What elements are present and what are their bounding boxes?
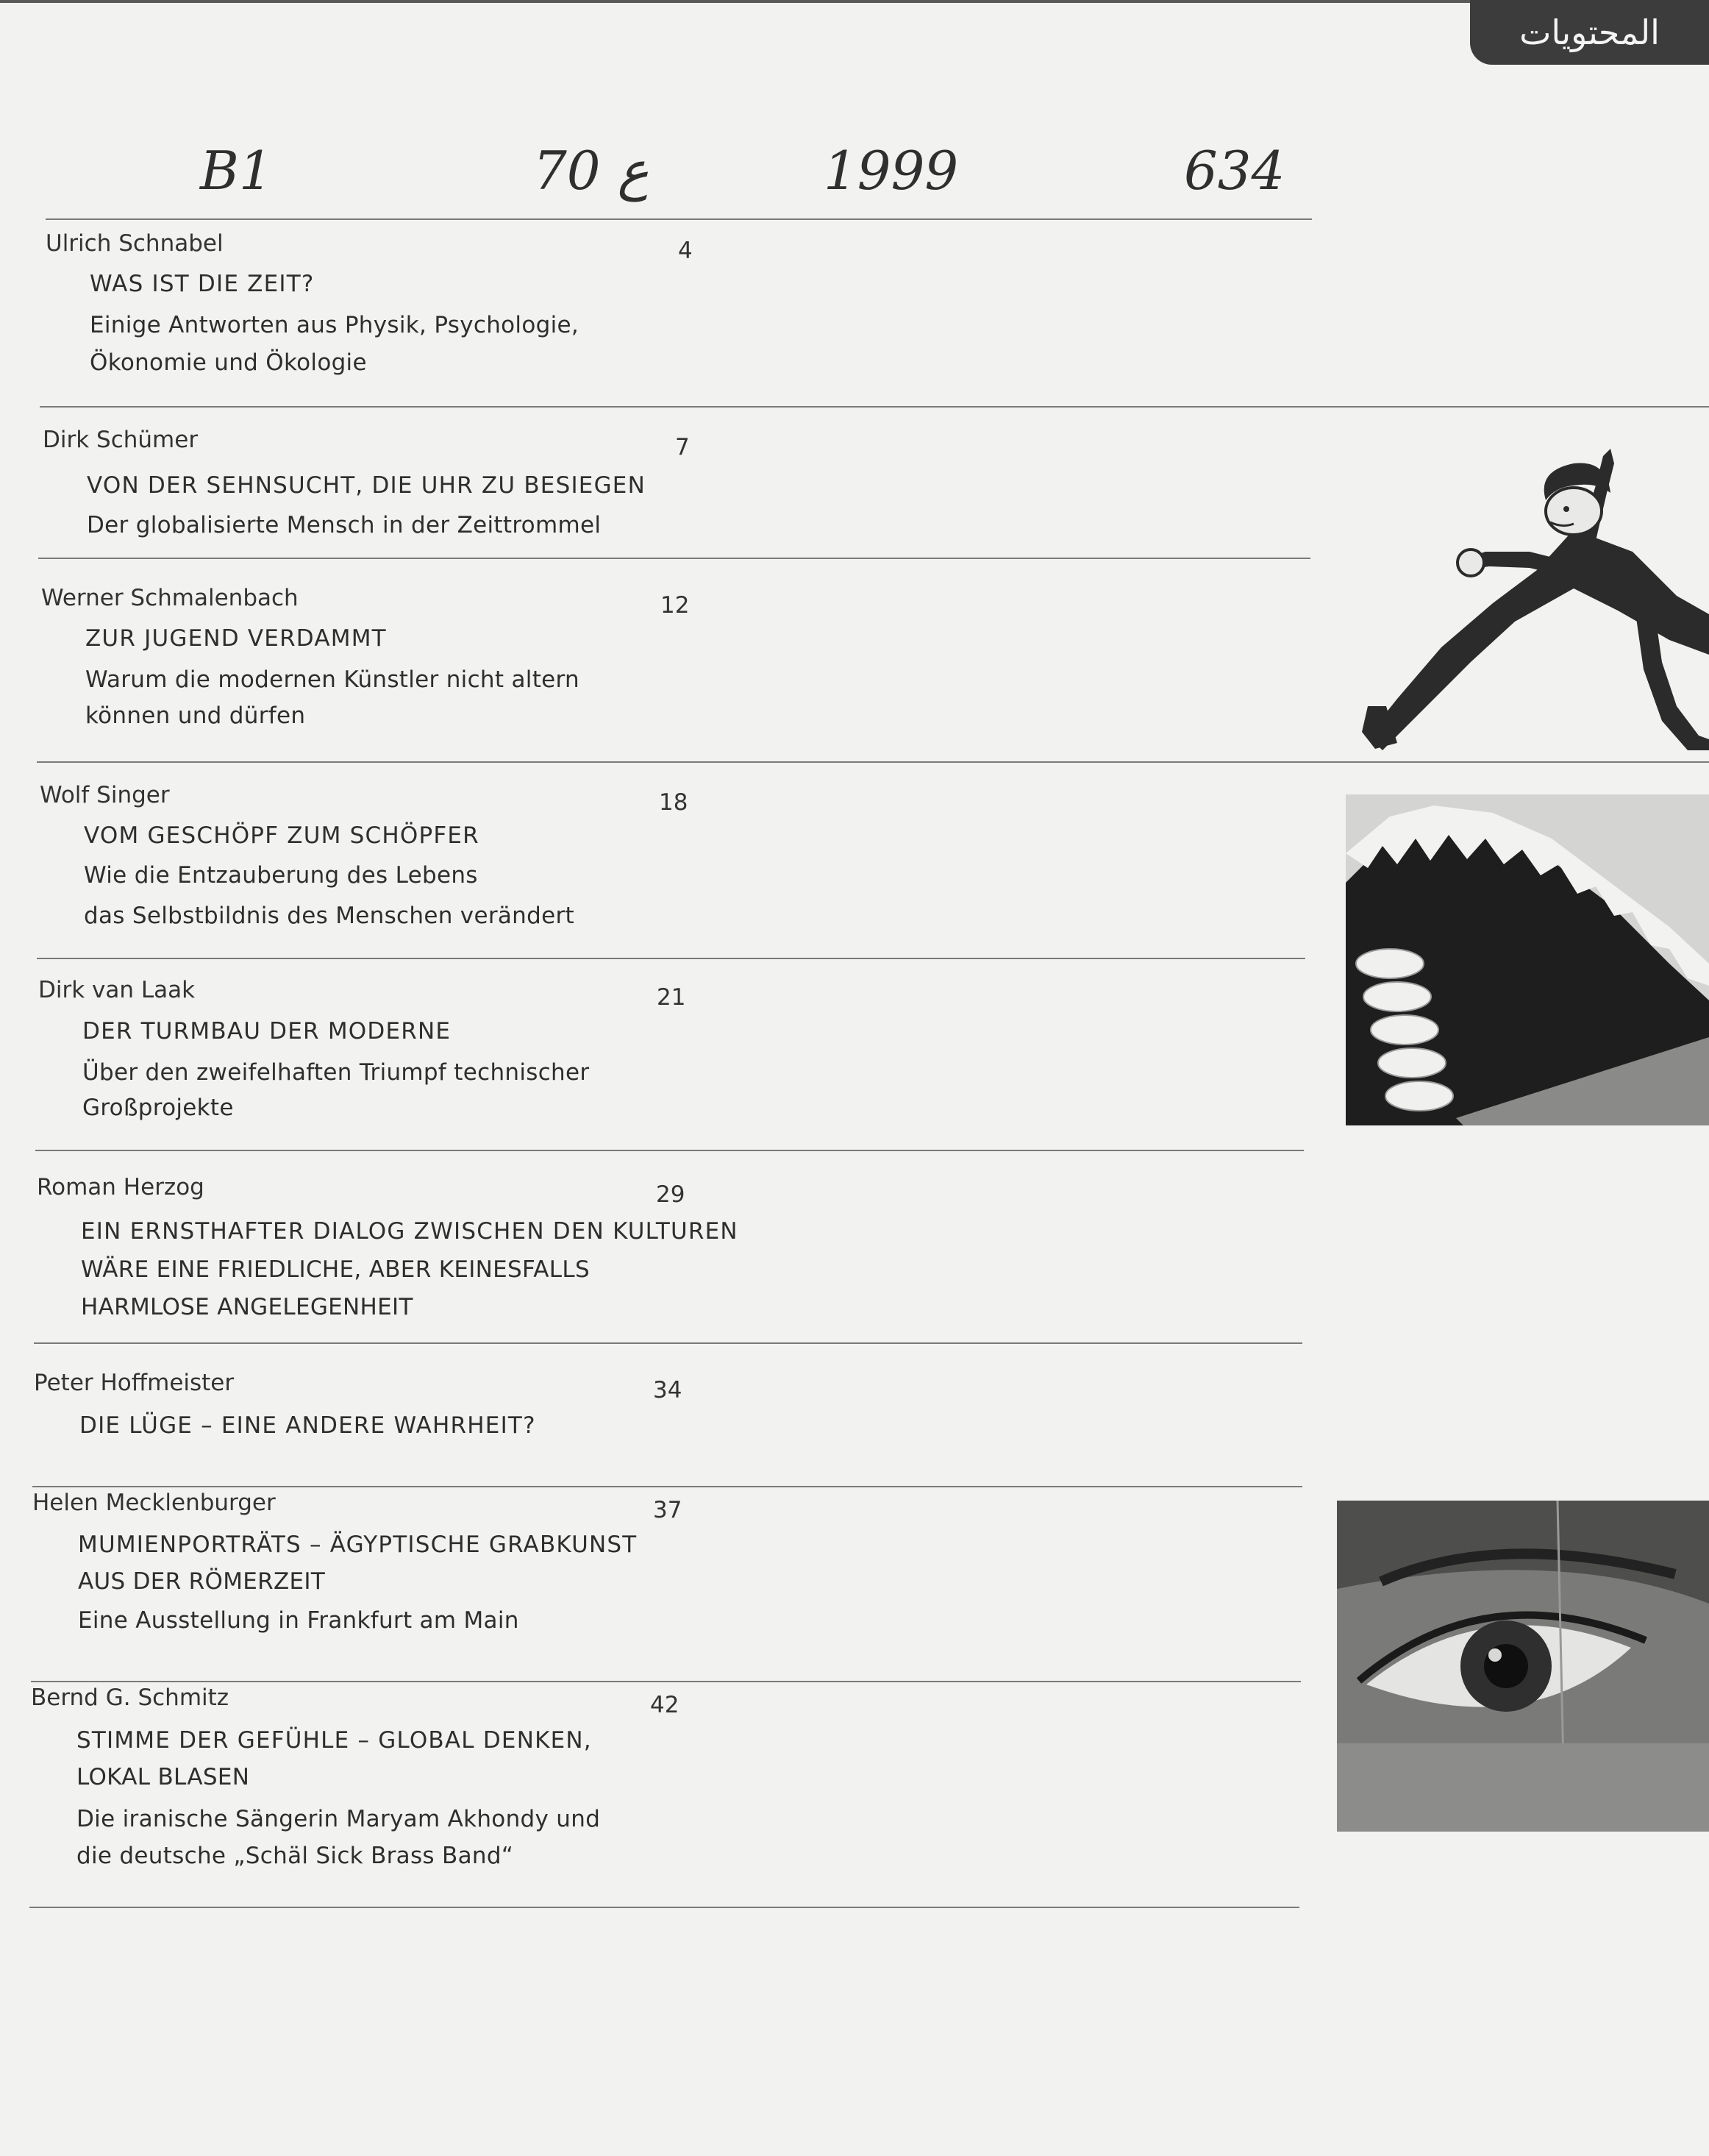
divider-rule — [35, 1150, 1304, 1151]
entry-page-number: 29 — [656, 1181, 685, 1208]
entry-subtitle-de: Warum die modernen Künstler nicht altern — [85, 666, 579, 693]
entry-page-number: 34 — [653, 1377, 682, 1403]
handwritten-note-1: B1 — [200, 140, 273, 202]
entry-subtitle-de: AUS DER RÖMERZEIT — [78, 1568, 326, 1595]
divider-rule — [29, 1907, 1299, 1908]
entry-subtitle-de: das Selbstbildnis des Menschen verändert — [84, 903, 574, 929]
entry-subtitle-de: Eine Ausstellung in Frankfurt am Main — [78, 1607, 519, 1634]
divider-rule — [32, 1486, 1302, 1487]
top-rule — [0, 0, 1709, 3]
handwritten-note-4: 634 — [1184, 140, 1285, 202]
entry-title-de: VOM GESCHÖPF ZUM SCHÖPFER — [84, 822, 479, 849]
entry-subtitle-de: können und dürfen — [85, 702, 306, 729]
entry-page-number: 37 — [653, 1497, 682, 1523]
entry-page-number: 4 — [678, 238, 693, 264]
entry-title-de: DER TURMBAU DER MODERNE — [82, 1018, 452, 1045]
entry-page-number: 12 — [660, 592, 690, 619]
entry-author-de: Wolf Singer — [40, 782, 170, 808]
divider-rule — [40, 406, 1709, 408]
entry-author-de: Werner Schmalenbach — [41, 585, 299, 611]
entry-subtitle-de: die deutsche „Schäl Sick Brass Band“ — [76, 1843, 514, 1869]
entry-author-de: Helen Mecklenburger — [32, 1490, 276, 1516]
entry-page-number: 42 — [650, 1692, 679, 1718]
running-man-illustration — [1353, 441, 1709, 750]
entry-author-de: Bernd G. Schmitz — [31, 1684, 229, 1711]
entry-author-de: Ulrich Schnabel — [46, 230, 224, 257]
entry-subtitle-de: LOKAL BLASEN — [76, 1764, 250, 1790]
entry-title-de: STIMME DER GEFÜHLE – GLOBAL DENKEN, — [76, 1727, 592, 1754]
entry-title-de: DIE LÜGE – EINE ANDERE WAHRHEIT? — [79, 1412, 536, 1439]
entry-author-de: Peter Hoffmeister — [34, 1370, 235, 1396]
handwritten-note-2: 70 ع — [533, 140, 649, 202]
handwritten-note-3: 1999 — [824, 140, 959, 202]
entry-subtitle-de: Die iranische Sängerin Maryam Akhondy und — [76, 1806, 601, 1832]
entry-page-number: 7 — [675, 434, 690, 460]
entry-title-de: MUMIENPORTRÄTS – ÄGYPTISCHE GRABKUNST — [78, 1531, 638, 1558]
entry-subtitle-de: HARMLOSE ANGELEGENHEIT — [81, 1294, 413, 1320]
entry-title-de: EIN ERNSTHAFTER DIALOG ZWISCHEN DEN KULTUREN — [81, 1218, 738, 1245]
divider-rule — [37, 958, 1305, 959]
entry-title-de: WAS IST DIE ZEIT? — [90, 271, 315, 297]
entry-author-de: Dirk Schümer — [43, 427, 199, 453]
section-tab-contents — [1470, 0, 1709, 65]
entry-subtitle-de: Der globalisierte Mensch in der Zeittrommel — [87, 512, 602, 538]
entry-subtitle-de: Großprojekte — [82, 1095, 234, 1121]
entry-subtitle-de: Über den zweifelhaften Triumpf technischer — [82, 1059, 590, 1086]
divider-rule — [31, 1681, 1301, 1682]
mummy-portrait-eye-photo — [1337, 1501, 1709, 1832]
entry-subtitle-de: Ökonomie und Ökologie — [90, 349, 367, 376]
section-tab-label: المحتويات — [1519, 13, 1660, 52]
entry-page-number: 21 — [657, 984, 686, 1011]
entry-title-de: ZUR JUGEND VERDAMMT — [85, 625, 387, 652]
divider-rule — [38, 558, 1310, 559]
divider-rule — [37, 761, 1709, 763]
entry-page-number: 18 — [659, 789, 688, 816]
entry-subtitle-de: Einige Antworten aus Physik, Psychologie, — [90, 312, 579, 338]
sculpture-photo — [1346, 794, 1709, 1125]
entry-author-de: Roman Herzog — [37, 1174, 204, 1200]
entry-subtitle-de: Wie die Entzauberung des Lebens — [84, 862, 478, 889]
divider-rule — [46, 218, 1312, 220]
entry-author-de: Dirk van Laak — [38, 977, 196, 1003]
entry-subtitle-de: WÄRE EINE FRIEDLICHE, ABER KEINESFALLS — [81, 1256, 590, 1283]
divider-rule — [34, 1342, 1302, 1344]
entry-title-de: VON DER SEHNSUCHT, DIE UHR ZU BESIEGEN — [87, 472, 646, 499]
